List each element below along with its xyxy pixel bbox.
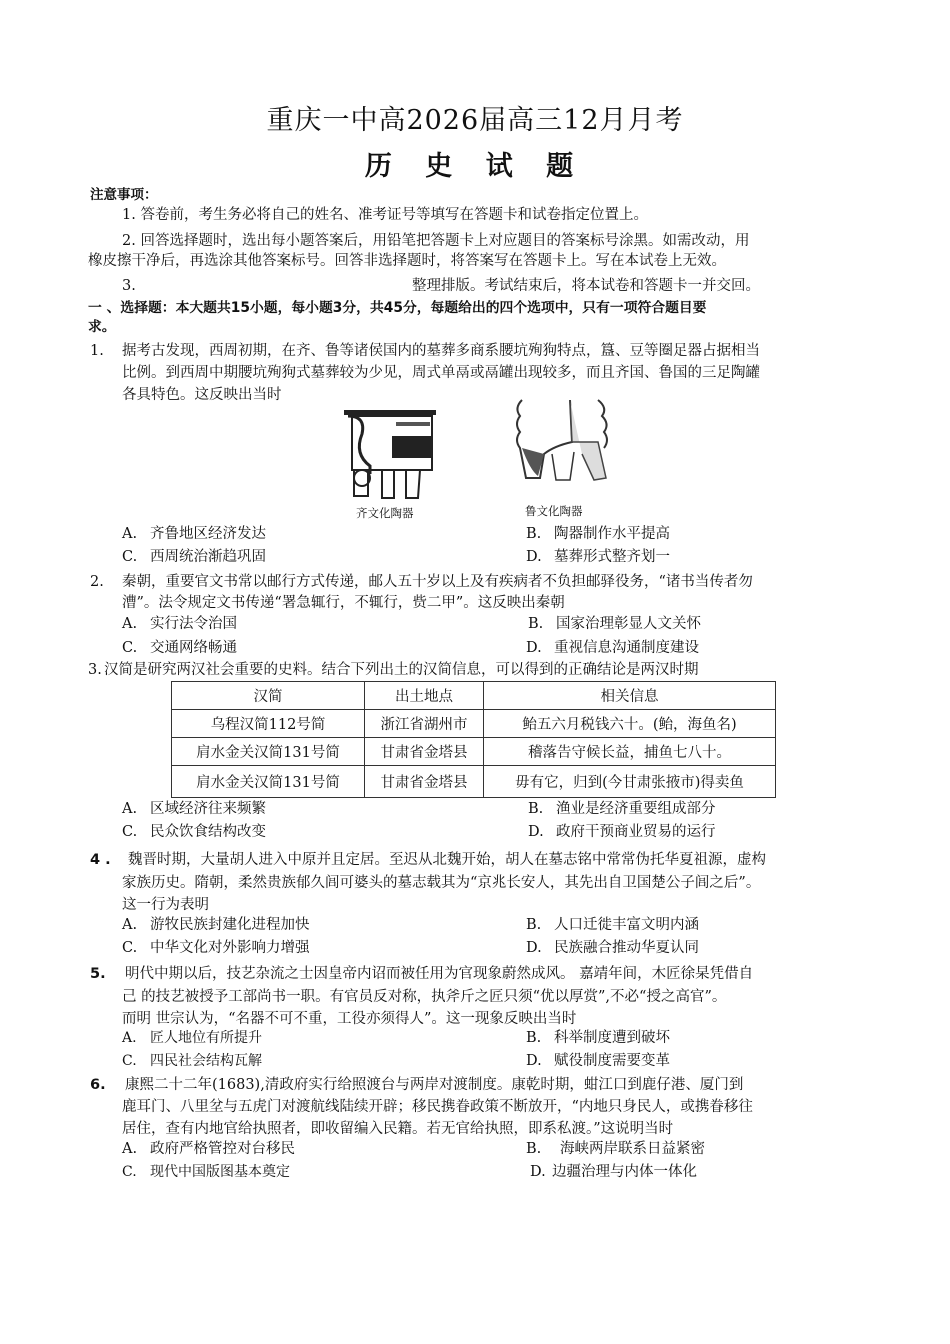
- question-text-line: 魏晋时期，大量胡人进入中原并且定居。至迟从北魏开始，胡人在墓志铭中常常伪托华夏祖源，虚构: [128, 852, 766, 868]
- question-text-line: 秦朝，重要官文书常以邮行方式传递，邮人五十岁以上及有疾病者不负担邮驿役务，“诸书当传者勿: [122, 574, 753, 590]
- option-c[interactable]: C. 交通网络畅通: [122, 640, 237, 656]
- table-cell: 浙江省湖州市: [365, 710, 484, 738]
- question-text-line: 据考古发现，西周初期，在齐、鲁等诸侯国内的墓葬多商系腰坑殉狗特点，簋、豆等圈足器占据相当: [122, 343, 760, 359]
- section-heading-cont: 求。: [88, 319, 116, 335]
- figure-caption: 齐文化陶器: [356, 506, 414, 520]
- option-b[interactable]: B. 国家治理彰显人文关怀: [528, 616, 701, 632]
- han-slips-table: [171, 681, 776, 798]
- question-text-line: 康熙二十二年(1683),清政府实行给照渡台与两岸对渡制度。康乾时期，蚶江口到鹿仔港、厦门到: [125, 1077, 744, 1093]
- option-b[interactable]: B. 科举制度遭到破坏: [526, 1030, 670, 1046]
- question-text-line: 这一行为表明: [122, 897, 209, 913]
- question-text-line: 己 的技艺被授予工部尚书一职。有官员反对称，执斧斤之匠只须“优以厚赏”,不必“授之高官”。: [122, 989, 727, 1005]
- notice-item-3-num: 3.: [122, 278, 136, 294]
- option-c[interactable]: C. 中华文化对外影响力增强: [122, 940, 310, 956]
- notice-item-1: 1. 答卷前，考生务必将自己的姓名、准考证号等填写在答题卡和试卷指定位置上。: [122, 207, 648, 223]
- option-a[interactable]: A. 游牧民族封建化进程加快: [122, 917, 310, 933]
- option-c[interactable]: C. 西周统治渐趋巩固: [122, 549, 266, 565]
- question-number: 1.: [90, 343, 104, 359]
- table-cell: 甘肃省金塔县: [365, 766, 484, 798]
- table-cell: 毋有它，归到(今甘肃张掖市)得卖鱼: [484, 766, 776, 798]
- question-number: 2.: [90, 574, 104, 590]
- option-a[interactable]: A. 区域经济往来频繁: [122, 801, 266, 817]
- notice-item-2: 2. 回答选择题时，选出每小题答案后，用铅笔把答题卡上对应题目的答案标号涂黑。如需改动，用: [122, 233, 750, 249]
- option-b[interactable]: B. 海峡两岸联系日益紧密: [526, 1141, 705, 1157]
- option-b[interactable]: B. 渔业是经济重要组成部分: [528, 801, 716, 817]
- option-d[interactable]: D. 民族融合推动华夏认同: [526, 940, 699, 956]
- table-cell: 鲐五六月税钱六十。(鲐，海鱼名): [484, 710, 776, 738]
- table-row: [172, 710, 776, 738]
- question-text-line: 漕”。法令规定文书传递“署急辄行，不辄行，赀二甲”。这反映出秦朝: [122, 595, 565, 611]
- question-text-line: 而明 世宗认为，“名器不可不重，工役亦须得人”。这一现象反映出当时: [122, 1011, 577, 1027]
- table-header: 出土地点: [365, 682, 484, 710]
- subject-title: 历 史 试 题: [364, 151, 586, 182]
- question-text-line: 明代中期以后，技艺杂流之士因皇帝内诏而被任用为官现象蔚然成风。 嘉靖年间，木匠徐杲凭借自: [125, 966, 754, 982]
- table-row: [172, 738, 776, 766]
- table-cell: 乌程汉简112号简: [172, 710, 365, 738]
- question-number: 5.: [90, 966, 106, 982]
- option-a[interactable]: A. 实行法令治国: [122, 616, 237, 632]
- table-row: [172, 766, 776, 798]
- table-header: 相关信息: [484, 682, 776, 710]
- notice-heading: 注意事项：: [90, 187, 158, 203]
- question-number: 3.: [88, 662, 102, 678]
- option-b[interactable]: B. 陶器制作水平提高: [526, 526, 670, 542]
- option-d[interactable]: D. 墓葬形式整齐划一: [526, 549, 670, 565]
- section-heading: 一 、选择题：本大题共15小题，每小题3分，共45分，每题给出的四个选项中，只有一项符合题目要: [88, 300, 707, 316]
- question-text-line: 居住，查有内地官给执照者，即收留编入民籍。若无官给执照，即系私渡。”这说明当时: [122, 1121, 674, 1137]
- notice-item-3: 整理排版。考试结束后，将本试卷和答题卡一并交回。: [412, 278, 760, 294]
- option-d[interactable]: D. 边疆治理与内体一体化: [530, 1164, 697, 1180]
- option-d[interactable]: D. 赋役制度需要变革: [526, 1053, 670, 1069]
- question-text-line: 汉简是研究两汉社会重要的史料。结合下列出土的汉简信息，可以得到的正确结论是两汉时期: [104, 662, 699, 678]
- option-c[interactable]: C. 民众饮食结构改变: [122, 824, 266, 840]
- table-cell: 稽落告守候长益，捕鱼七八十。: [484, 738, 776, 766]
- option-d[interactable]: D. 重视信息沟通制度建设: [526, 640, 699, 656]
- question-text-line: 鹿耳门、八里坌与五虎门对渡航线陆续开辟；移民携眷政策不断放开，“内地只身民人，或携眷移往: [122, 1099, 753, 1115]
- figure-caption: 鲁文化陶器: [525, 504, 583, 518]
- option-a[interactable]: A. 政府严格管控对台移民: [122, 1141, 295, 1157]
- lu-pottery-image: [510, 398, 620, 484]
- question-text-line: 各具特色。这反映出当时: [122, 387, 282, 403]
- question-number: 6.: [90, 1077, 106, 1093]
- option-b[interactable]: B. 人口迁徙丰富文明内涵: [526, 917, 699, 933]
- table-cell: 肩水金关汉简131号简: [172, 766, 365, 798]
- table-cell: 甘肃省金塔县: [365, 738, 484, 766]
- table-cell: 肩水金关汉简131号简: [172, 738, 365, 766]
- option-d[interactable]: D. 政府干预商业贸易的运行: [528, 824, 716, 840]
- question-text-line: 家族历史。隋朝，柔然贵族郁久闾可婆头的墓志载其为“京兆长安人，其先出自卫国楚公子闾之后”。: [122, 875, 761, 891]
- option-a[interactable]: A. 齐鲁地区经济发达: [122, 526, 266, 542]
- question-text-line: 比例。到西周中期腰坑殉狗式墓葬较为少见，周式单鬲或鬲罐出现较多，而且齐国、鲁国的三足陶罐: [122, 365, 760, 381]
- option-c[interactable]: C. 四民社会结构瓦解: [122, 1053, 262, 1069]
- option-c[interactable]: C. 现代中国版图基本奠定: [122, 1164, 290, 1180]
- notice-item-2-cont: 橡皮擦干净后，再选涂其他答案标号。回答非选择题时，将答案写在答题卡上。写在本试卷上无效。: [88, 253, 726, 269]
- exam-title: 重庆一中高2026届高三12月月考: [266, 105, 684, 136]
- table-header: 汉简: [172, 682, 365, 710]
- option-a[interactable]: A. 匠人地位有所提升: [122, 1030, 262, 1046]
- question-number: 4 .: [90, 852, 111, 868]
- qi-pottery-image: [340, 404, 450, 500]
